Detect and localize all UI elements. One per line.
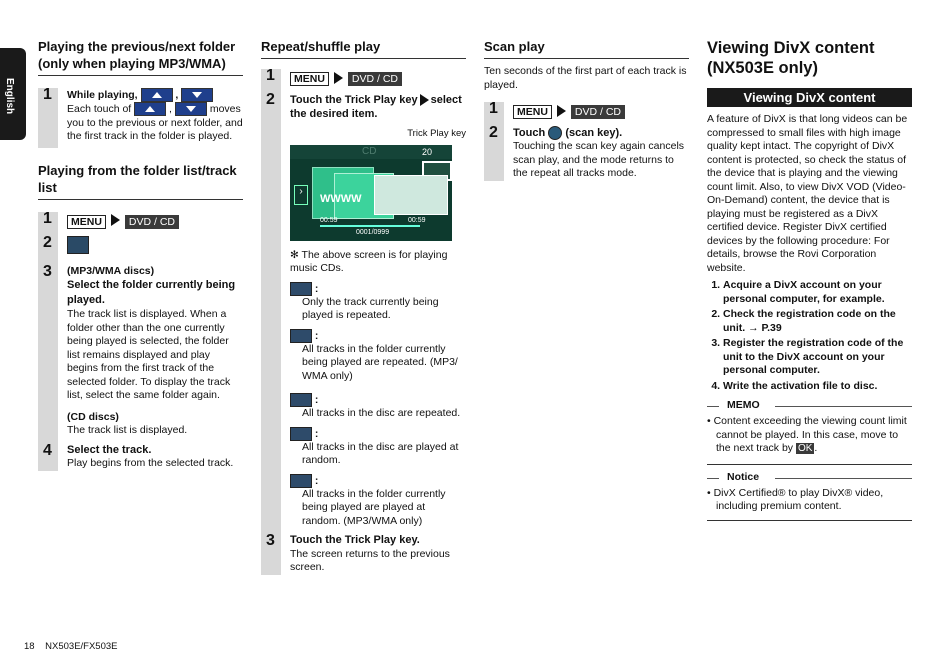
- notice-header: Notice: [707, 471, 912, 485]
- dvd-cd-key: DVD / CD: [125, 215, 179, 229]
- page-title: Viewing DivX content (NX503E only): [707, 39, 875, 77]
- folder-down-icon: [175, 102, 207, 116]
- column-3: Scan play Ten seconds of the first part of each track is played. 1 MENU DVD / CD 2 Touch (scan key). Touching the scan key again cancels scan play, and the mode returns to the repeat all tracks mode.: [484, 38, 689, 187]
- step-3: 3 (MP3/WMA discs) Select the folder currently being played. The track list is displayed. When a folder other than the one currently being played is selected, the folder list remains displayed and play begins from the first track of the selected folder. To display the track list, select the same folder again. (CD discs) The track list is displayed.: [43, 262, 236, 437]
- memo-header: MEMO: [707, 399, 912, 413]
- steps-folder-list: [38, 209, 243, 471]
- steps-scan: [484, 102, 689, 181]
- section-title-repeat: Repeat/shuffle play: [261, 38, 466, 59]
- step-1: 1 MENU DVD / CD: [261, 69, 466, 87]
- footer: 18 NX503E/FX503E: [24, 641, 118, 652]
- language-tab: [0, 48, 26, 140]
- menu-key: MENU: [67, 215, 106, 229]
- arrow-right-icon: [334, 72, 343, 84]
- section-title-scan: Scan play: [484, 38, 689, 59]
- shuffle-disc-icon: :: [290, 427, 466, 441]
- steps-repeat: [261, 69, 466, 575]
- step-2: 2 Touch (scan key). Touching the scan key again cancels scan play, and the mode returns to the repeat all tracks mode.: [489, 124, 685, 180]
- repeat-folder-icon: :: [290, 329, 466, 343]
- arrow-right-icon: [420, 94, 429, 106]
- section-header: Viewing DivX content: [707, 88, 912, 107]
- section-title-folder-nav: Playing the previous/next folder (only when playing MP3/WMA): [38, 38, 243, 76]
- menu-key: MENU: [290, 72, 329, 86]
- memo-text: • Content exceeding the viewing count limit cannot be played. In this case, move to the next track by OK .: [707, 415, 907, 454]
- notice-text: • DivX Certified® to play DivX® video, including premium content.: [707, 486, 884, 512]
- menu-key: MENU: [513, 105, 552, 119]
- step-3: 3 Touch the Trick Play key. The screen returns to the previous screen.: [266, 532, 450, 573]
- scan-key-icon: [548, 126, 562, 140]
- shuffle-folder-icon: :: [290, 474, 466, 488]
- step-1: 1 While playing, , Each touch of , moves you to the previous or next folder, and the first track in the folder is played.: [43, 86, 243, 143]
- steps-folder-nav: [38, 88, 243, 148]
- dvd-cd-key: DVD / CD: [571, 105, 625, 119]
- arrow-right-icon: [557, 105, 566, 117]
- arrow-right-icon: [111, 214, 120, 226]
- trick-play-callout: Trick Play key: [407, 128, 466, 139]
- registration-steps: 1. Acquire a DivX account on your personal computer, for example. 2. Check the registration code on the unit. → P.39 3. Register the registration code of the unit to the DivX account on your personal computer. 4. Write the activation file to disc.: [707, 279, 912, 393]
- list-icon: [67, 236, 89, 254]
- dvd-cd-key: DVD / CD: [348, 72, 402, 86]
- column-1: [38, 38, 243, 477]
- column-4: Viewing DivX content (NX503E only) Viewing DivX content A feature of DivX is that long videos can be compressed to small files with high image quality kept intact. The copyright of DivX content is protected, so check the status of the device that is playing and the viewing count limit. Also, to view DivX VOD (Video-On-Demand) content, the device that is playing must be registered as a DivX certified device. Register DivX certified devices by the following procedure: For details, browse the Rovi Corporation website. 1. Acquire a DivX account on your personal computer, for example. 2. Check the registration code on the unit. → P.39 3. Register the registration code of the unit to the DivX account on your personal computer. 4. Write the activation file to disc. MEMO • Content exceeding the viewing count limit cannot be played. In this case, move to the next track by OK . Notice • DivX Certified® to play DivX® video, including premium content.: [707, 38, 912, 521]
- folder-down-icon: [181, 88, 213, 102]
- folder-up-icon: [134, 102, 166, 116]
- step-1: 1 MENU DVD / CD: [38, 212, 243, 230]
- step-4: 4 Select the track. Play begins from the selected track.: [43, 441, 234, 470]
- language-label: English: [4, 78, 15, 115]
- column-2: [261, 38, 466, 581]
- step-1: 1 MENU DVD / CD: [484, 102, 689, 120]
- section-title-folder-list: Playing from the folder list/track list: [38, 162, 243, 200]
- screen-note: ✻ The above screen is for playing music CDs.: [290, 248, 448, 274]
- trick-play-screen: CD 20 › WWWW 00:59 00:59 0001/0999: [290, 145, 452, 241]
- step-2: 2: [38, 236, 243, 259]
- ok-key: OK: [797, 443, 813, 454]
- repeat-track-icon: :: [290, 282, 466, 296]
- folder-up-icon: [141, 88, 173, 102]
- step-2: 2 Touch the Trick Play key select the desired item. Trick Play key CD 20 › WWWW 00:59 00:59 0001/0999 ✻ The above screen is for playing music CDs. : Only the track currently being played is repeated. : All tracks in the folder currently being played are repeated. (MP3/ WMA only) : All tracks in the disc are repeated. : All tracks in the disc are played at random. : All tracks in the folder currently being played are played at random. (MP3/WMA only): [266, 91, 466, 527]
- repeat-disc-icon: :: [290, 393, 466, 407]
